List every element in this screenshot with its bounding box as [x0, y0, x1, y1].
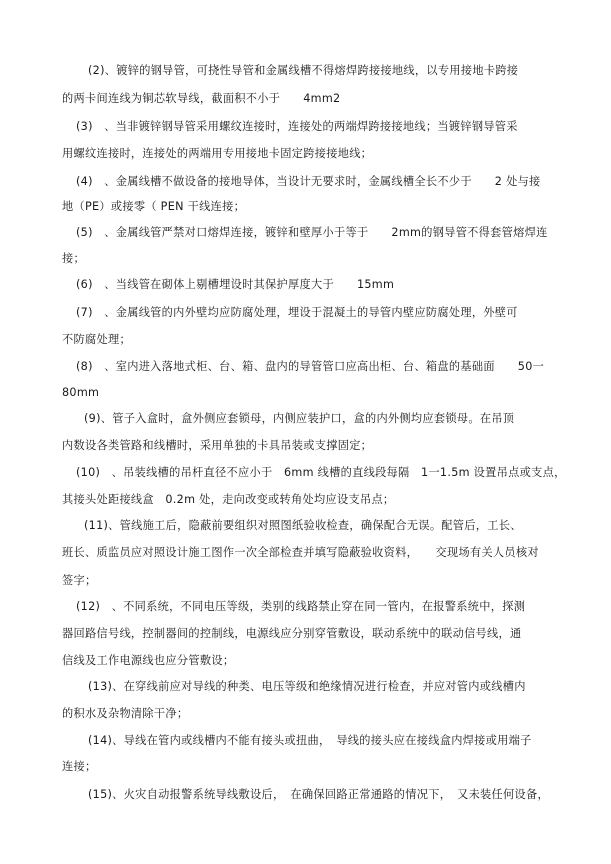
text-line: 的两卡间连线为铜芯软导线，截面积不小于 4mm2	[62, 92, 341, 105]
text-line: 其接头处距接线盒 0.2m 处，走向改变或转角处均应设支吊点；	[62, 493, 395, 506]
text-line: 80mm	[62, 386, 100, 399]
text-line: 接；	[62, 252, 85, 265]
text-line: (9)、管子入盒时，盒外侧应套锁母，内侧应装护口，盒的内外侧均应套锁母。在吊顶	[84, 412, 515, 425]
text-line: (12) 、不同系统，不同电压等级，类别的线路禁止穿在同一管内，在报警系统中，探测	[76, 600, 526, 613]
text-line: (13)、在穿线前应对导线的种类、电压等级和绝缘情况进行检查，并应对管内或线槽内	[88, 680, 526, 693]
text-line: 地（PE）或接零（ PEN 干线连接；	[62, 200, 246, 213]
text-line: 连接；	[62, 760, 97, 773]
text-line: (8) 、室内进入落地式柜、台、箱、盘内的导管管口应高出柜、台、箱盘的基础面 50一	[76, 360, 545, 373]
text-line: 班长、质监员应对照设计施工图作一次全部检查并填写隐蔽验收资料， 交现场有关人员核对	[62, 546, 539, 559]
text-line: 信线及工作电源线也应分管敷设；	[62, 654, 235, 667]
text-line: 签字；	[62, 574, 97, 587]
text-line: (3) 、当非镀锌钢导管采用螺纹连接时，连接处的两端焊跨接接地线；当镀锌钢导管采	[76, 120, 518, 133]
text-line: (5) 、金属线管严禁对口熔焊连接，镀锌和壁厚小于等于 2mm的钢导管不得套管熔焊连	[76, 226, 548, 239]
text-line: (10) 、吊装线槽的吊杆直径不应小于 6mm 线槽的直线段每隔 1一1.5m 设置吊点或支点，	[76, 466, 566, 479]
text-line: (4) 、金属线槽不做设备的接地导体，当设计无要求时，金属线槽全长不少于 2 处与接	[76, 175, 541, 188]
text-line: 不防腐处理；	[62, 333, 131, 346]
text-line: (11)、管线施工后，隐蔽前要组织对照图纸验收检查，确保配合无误。配管后，工长、	[84, 519, 522, 532]
text-line: 内数设各类管路和线槽时，采用单独的卡具吊装或支撑固定；	[62, 439, 373, 452]
text-line: 的积水及杂物清除干净；	[62, 707, 189, 720]
text-line: (6) 、当线管在砌体上剔槽埋设时其保护厚度大于 15mm	[76, 278, 395, 291]
text-line: 用螺纹连接时，连接处的两端用专用接地卡固定跨接接地线；	[62, 147, 373, 160]
text-line: (2)、镀锌的钢导管，可挠性导管和金属线槽不得熔焊跨接接地线，以专用接地卡跨接	[88, 64, 519, 77]
text-line: (14)、导线在管内或线槽内不能有接头或扭曲， 导线的接头应在接线盒内焊接或用端子	[88, 734, 532, 747]
text-line: (7) 、金属线管的内外壁均应防腐处理，埋设于混凝土的导管内壁应防腐处理，外壁可	[76, 306, 518, 319]
text-line: (15)、火灾自动报警系统导线敷设后， 在确保回路正常通路的情况下， 又未装任何设备，	[88, 788, 549, 801]
text-line: 器回路信号线，控制器间的控制线，电源线应分别穿管敷设，联动系统中的联动信号线，通	[62, 627, 522, 640]
